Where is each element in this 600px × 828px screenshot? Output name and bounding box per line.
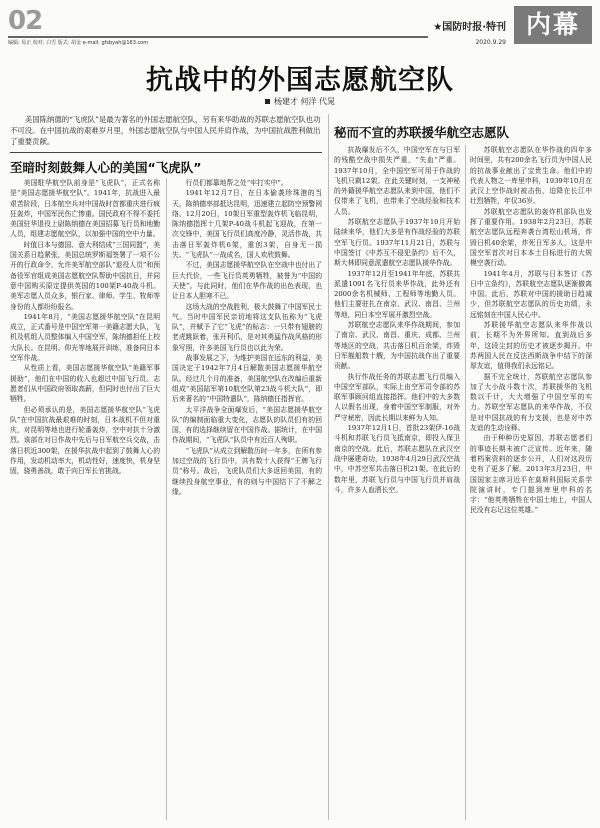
paragraph: 太平洋战争全面爆发后，“美国志愿援华航空队”的编制面临重大变化，志愿队的队员们有的回国，有的选择继续留在中国作战。据统计，在中国作战期间，“飞虎队”队员中有近百人殉职。 xyxy=(172,405,322,445)
masthead-rule xyxy=(8,36,428,38)
paragraph: 苏联航空志愿队在华作战的四年多时间里，共有200余名飞行员为中国人民的抗战事业献出了宝贵生命。他们中的代表人物之一库里申科，1939年10月在武汉上空作战时被击伤，迫降在长江中壮烈牺牲，年仅36岁。 xyxy=(470,146,592,206)
paragraph: 行员们都靠地帮之处“牢打实中”。 xyxy=(185,179,288,187)
paragraph: 据不完全统计，苏联航空志愿队参加了大小战斗数十次，苏联援华的飞机数以千计，大大增强了中国空军的实力。苏联空军志愿队的来华作战，不仅是对中国抗战的有力支援，也是对中苏友谊的生动诠释。 xyxy=(470,372,592,433)
byline xyxy=(0,96,600,107)
paragraph: 1937年12月1日，首批23架伊-16战斗机和苏联飞行员飞抵南京，即投入保卫南京的空战。此后，苏联志愿队在武汉空战中屡建奇功，1938年4月29日武汉空战中，中苏空军共击落日机21架。在此后的数年里，苏联飞行员与中国飞行员并肩战斗，许多人血洒长空。 xyxy=(334,424,460,494)
column-divider xyxy=(328,114,329,820)
paragraph: 1941年12月7日，在日本偷袭珍珠港的当天，陈纳德率部抵达昆明，迅速建立起防空预警网络。12月20日，10架日军重型轰炸机飞临昆明，陈纳德指挥十几架P-40战斗机起飞迎战，在第一次交锋中，美国飞行员们高度冷静，灵活作战，共击落日军轰炸机6架，重创3架，自身无一损失。“飞虎队”一战成名，国人欢欣鼓舞。 xyxy=(172,189,322,260)
page-number: 02 xyxy=(8,6,43,36)
paper-name: ★国防时报·特刊 xyxy=(433,22,506,33)
paragraph: 战事发展之下，为维护美国在远东的利益，美国决定于1942年7月4日解散美国志愿援华航空队。经过几个月的准备，美国航空队在改编后重新组成“美国陆军第10航空队第23战斗机大队”，即后来著名的“中国特遣队”，陈纳德任指挥官。 xyxy=(172,354,322,404)
text-column-2 xyxy=(172,178,322,820)
paragraph: “飞虎队”从成立到解散历时一年多，在所有参加过空战的飞行员中，共有数十人获得“王牌飞行员”称号。战后，飞虎队员们大多返回美国，有的继续投身航空事业，有的则与中国结下了不解之缘。 xyxy=(172,446,322,496)
paragraph: 由于种种历史原因，苏联志愿者们的事迹长期未被广泛宣传。近年来，随着档案资料的逐步公开，人们对这段历史有了更多了解。2013年3月23日，中国国家主席习近平在莫斯科国际关系学院演讲时，专门提到库里申科的名字：“他英勇牺牲在中国土地上，中国人民没有忘记这位英雄。” xyxy=(470,434,592,515)
paragraph: 苏联航空志愿队于1937年10月开始陆续来华，他们大多是有作战经验的苏联空军飞行员。1937年11月21日，苏联与中国签订《中苏互不侵犯条约》后不久，斯大林即同意派遣航空志愿队援华作战。 xyxy=(334,218,460,268)
paragraph: 时值日本与德国、意大利结成“三国同盟”，美国关系日趋紧张，美国总统罗斯福签署了一项不公开的行政命令，允许美军航空部队“退役人员”和预备役军官组成美国志愿航空队帮助中国抗日，并同意中国购买原定提供英国的100架P-40战斗机。美军志愿人员众多，银行家、律师、学生、牧师等身份的人都纷纷报名。 xyxy=(10,240,160,311)
paragraph: 1941年8月，“美国志愿援华航空队”在昆明成立，正式番号是中国空军第一美籍志愿大队，飞机及机组人员整体编入中国空军，陈纳德担任上校大队长。在昆明、仰光等地展开训练，准备同日本空军作战。 xyxy=(10,312,160,363)
paragraph: 执行作战任务的苏联志愿飞行员编入中国空军部队，实际上由空军司令部的苏联军事顾问组直接指挥。他们中的大多数人以假名出现，身着中国空军制服，对外严守秘密，因此长期以来鲜为人知。 xyxy=(334,372,460,422)
paragraph: 这场大战的空战胜利，极大鼓舞了中国军民士气。当时中国军民亲切地将这支队伍称为“飞虎队”，并赋予了它“飞虎”的标志：一只带有翅膀的老虎跳跃着，张开利爪，是对其勇猛作战风格的形象写照，许多美国飞行员也以此为荣。 xyxy=(172,302,322,352)
masthead xyxy=(8,6,592,44)
author-names: 杨建才 何洋 代晁 xyxy=(273,97,336,106)
text-column-1 xyxy=(10,178,160,820)
paragraph: 但必须承认的是，美国志愿援华航空队“飞虎队”在中国抗战最艰难的时刻，日本战机不但对重庆，对昆明等地也进行轮番轰炸，空中对抗十分激烈。该部在对日作战中先后与日军航空兵交战，击落日机近300架，在援华抗战中起到了鼓舞人心的作用，发动机动率大，机动性好，速度快，机身坚固，骁勇善战，敢于向日军长官挑战。 xyxy=(10,405,160,476)
paragraph: 苏联航空志愿队的轰炸机部队也发挥了重要作用。1938年2月23日，苏联航空志愿队远程奔袭台湾松山机场，炸毁日机40余架，炸死日军多人，这是中国空军首次对日本本土目标进行的大规模空袭行动。 xyxy=(470,207,592,268)
section-rule xyxy=(10,152,322,153)
paragraph: 从性质上看，美国志愿援华航空队“美籍军事援助”，他们在中国的收入也超过中国飞行员。志愿者们从中国政府领取高薪，但同时也付出了巨大牺牲。 xyxy=(10,364,160,404)
editor-info: 编辑: 易正 校对: 白雪 版式: 胡金 e-mail: gfsbyah@163.com xyxy=(8,40,149,46)
square-bullet-icon xyxy=(265,99,270,104)
lead-paragraph: 美国陈纳德的“飞虎队”是最为著名的外国志愿航空队，另有来华助战的苏联志愿航空队也功不可没。在中国抗战的艰难岁月里，外国志愿航空队与中国人民并肩作战，为中国抗战胜利做出了重要贡献。 xyxy=(10,115,321,147)
paragraph: 不过，美国志愿援华航空队在空战中也付出了巨大代价，一些飞行员英勇牺牲，被誉为“中国的天使”。与此同时，他们在华作战的出色表现，也让日本人胆寒不已。 xyxy=(172,261,322,301)
paragraph: 苏联航空志愿队来华作战期间，参加了南京、武汉、南昌、重庆、成都、兰州等地区的空战，共击落日机百余架，炸毁日军舰船数十艘，为中国抗战作出了重要贡献。 xyxy=(334,321,460,371)
section-badge: 内幕 xyxy=(514,6,592,44)
article-title: 抗战中的外国志愿航空队 xyxy=(146,65,454,96)
paragraph: 美国駐华航空队前身是“飞虎队”，正式名称是“美国志愿援华航空队”。1941年，抗战进入最艰苦阶段，日本航空兵对中国战时首都重庆进行疯狂轰炸，中国军民伤亡惨重。国民政府不得不委托美国驻华退役上尉陈纳德在美国招募飞行员和地勤人员，组建志愿航空队，以加强中国的空中力量。 xyxy=(10,179,160,239)
paragraph: 抗战爆发后不久，中国空军在与日军的残酷空战中损失严重，“失血”严重。1937年10月，全中国空军可用于作战的飞机只剩12架。在此关键时刻，一支神秘的外籍援华航空志愿队来到中国，他们不仅带来了飞机，也带来了空战经验和技术人员。 xyxy=(334,146,460,216)
issue-date: 2020.9.29 xyxy=(475,39,506,46)
paragraph: 1937年12月至1941年年底，苏联共派遣1091名飞行员来华作战，此外还有2000余名机械师、工程师等地勤人员。他们主要驻扎在南京、武汉、南昌、兰州等地，同日本空军展开激烈空战。 xyxy=(334,269,460,319)
text-column-3 xyxy=(334,145,460,820)
section-title-soviet-volunteers: 秘而不宣的苏联援华航空志愿队 xyxy=(334,125,510,140)
text-column-4 xyxy=(470,145,592,820)
column-divider xyxy=(465,145,466,820)
paragraph: 1941年4月，苏联与日本签订《苏日中立条约》，苏联航空志愿队逐渐撤离中国。此后，苏联对中国的援助日趋减少，但苏联航空志愿队的历史功绩，永远铭刻在中国人民心中。 xyxy=(470,269,592,319)
column-divider xyxy=(166,178,167,820)
paragraph: 苏联援华航空志愿队来华作战以前，长期不为外界所知。直到战后多年，这段尘封的历史才被逐步揭开。中苏两国人民在反法西斯战争中结下的深厚友谊，值得我们永远铭记。 xyxy=(470,321,592,371)
section-title-flying-tigers: 至暗时刻鼓舞人心的美国“飞虎队” xyxy=(10,160,202,175)
